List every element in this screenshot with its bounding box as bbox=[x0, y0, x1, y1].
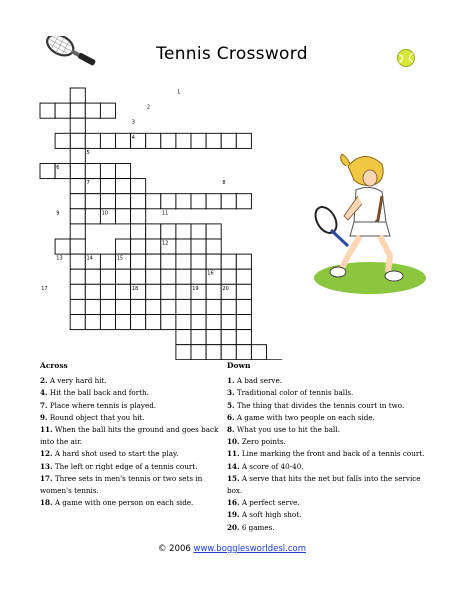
down-clue bbox=[227, 448, 427, 460]
grid-cell[interactable] bbox=[161, 133, 176, 148]
grid-cell[interactable] bbox=[191, 330, 206, 345]
across-clue bbox=[40, 448, 222, 460]
across-clue bbox=[40, 424, 222, 448]
down-clue bbox=[227, 387, 427, 399]
clue-number-label: 18 bbox=[131, 285, 139, 292]
grid-cell[interactable] bbox=[40, 164, 55, 179]
clue-number-label: 5 bbox=[86, 149, 90, 156]
grid-cell[interactable] bbox=[85, 133, 100, 148]
grid-cell[interactable] bbox=[131, 224, 146, 239]
across-clue bbox=[40, 400, 222, 412]
clue-number: 5. bbox=[227, 400, 235, 410]
grid-cell[interactable] bbox=[85, 194, 100, 209]
clue-number: 19. bbox=[227, 510, 240, 520]
grid-cell[interactable] bbox=[176, 133, 191, 148]
clue-number: 12. bbox=[40, 449, 53, 459]
grid-cell[interactable] bbox=[85, 315, 100, 330]
down-clue bbox=[227, 400, 427, 412]
grid-cell[interactable] bbox=[146, 299, 161, 314]
grid-cell[interactable] bbox=[206, 224, 221, 239]
grid-cell[interactable] bbox=[70, 299, 85, 314]
clue-text: A game with one person on each side. bbox=[54, 498, 194, 508]
grid-cell[interactable] bbox=[131, 299, 146, 314]
clue-text: When the ball hits the ground and goes back into the air. bbox=[40, 425, 219, 447]
grid-cell[interactable] bbox=[100, 254, 115, 269]
clue-number: 18. bbox=[40, 498, 53, 508]
grid-cell[interactable] bbox=[146, 269, 161, 284]
grid-cell[interactable] bbox=[161, 269, 176, 284]
grid-cell[interactable] bbox=[221, 194, 236, 209]
grid-cell[interactable] bbox=[116, 179, 131, 194]
clue-text: What you use to hit the ball. bbox=[236, 425, 340, 435]
grid-cell[interactable] bbox=[146, 239, 161, 254]
grid-cell[interactable] bbox=[221, 254, 236, 269]
grid-cell[interactable] bbox=[70, 269, 85, 284]
clue-number-label: 10 bbox=[101, 210, 108, 217]
down-clue bbox=[227, 436, 427, 448]
grid-cell[interactable] bbox=[191, 224, 206, 239]
clue-number: 8. bbox=[227, 425, 235, 435]
clue-text: A serve that hits the net but falls into the service box. bbox=[227, 473, 421, 496]
across-clue bbox=[40, 461, 222, 473]
grid-cell[interactable] bbox=[116, 164, 131, 179]
clue-number-label: 1 bbox=[177, 89, 181, 96]
grid-cell[interactable] bbox=[191, 254, 206, 269]
grid-cell[interactable] bbox=[116, 194, 131, 209]
down-clue bbox=[227, 461, 427, 473]
grid-cell[interactable] bbox=[206, 299, 221, 314]
clue-number: 2. bbox=[40, 376, 48, 386]
grid-cell[interactable] bbox=[100, 164, 115, 179]
clue-number: 17. bbox=[40, 473, 53, 483]
grid-cell[interactable] bbox=[70, 239, 85, 254]
grid-cell[interactable] bbox=[116, 239, 131, 254]
grid-cell[interactable] bbox=[161, 254, 176, 269]
down-clue bbox=[227, 375, 427, 387]
grid-cell[interactable] bbox=[100, 315, 115, 330]
clue-text: A soft high shot. bbox=[241, 510, 302, 520]
grid-cell[interactable] bbox=[70, 164, 85, 179]
grid-cell[interactable] bbox=[191, 194, 206, 209]
grid-cell[interactable] bbox=[206, 194, 221, 209]
clue-text: A bad serve. bbox=[236, 376, 283, 386]
clue-text: The left or right edge of a tennis court. bbox=[54, 461, 198, 471]
grid-cell[interactable] bbox=[70, 315, 85, 330]
clue-number-label: 11 bbox=[162, 210, 169, 217]
tennis-player-illustration bbox=[304, 150, 426, 302]
grid-cell[interactable] bbox=[100, 269, 115, 284]
grid-cell[interactable] bbox=[116, 315, 131, 330]
grid-cell[interactable] bbox=[206, 239, 221, 254]
grid-cell[interactable] bbox=[236, 133, 251, 148]
grid-cell[interactable] bbox=[236, 330, 251, 345]
clue-text: Place where tennis is played. bbox=[49, 400, 157, 410]
clue-text: Line marking the front and back of a tennis court. bbox=[241, 449, 425, 459]
copyright-text: © 2006 bbox=[157, 544, 191, 554]
clue-number: 7. bbox=[40, 400, 48, 410]
grid-cell[interactable] bbox=[70, 284, 85, 299]
clue-number: 11. bbox=[227, 449, 240, 459]
clue-number: 11. bbox=[40, 425, 53, 435]
clue-number: 16. bbox=[227, 498, 240, 508]
clue-number: 9. bbox=[40, 412, 48, 422]
grid-cell[interactable] bbox=[55, 239, 70, 254]
grid-cell[interactable] bbox=[85, 209, 100, 224]
grid-cell[interactable] bbox=[176, 284, 191, 299]
grid-cell[interactable] bbox=[176, 194, 191, 209]
grid-cell[interactable] bbox=[85, 284, 100, 299]
grid-cell[interactable] bbox=[161, 284, 176, 299]
across-clue bbox=[40, 473, 222, 497]
across-clue bbox=[40, 497, 222, 509]
across-heading: Across bbox=[40, 361, 68, 370]
page-title: Tennis Crossword bbox=[156, 44, 308, 64]
grid-cell[interactable] bbox=[176, 254, 191, 269]
grid-cell[interactable] bbox=[70, 254, 85, 269]
clue-text: A hard shot used to start the play. bbox=[54, 449, 179, 459]
grid-cell[interactable] bbox=[251, 345, 266, 360]
grid-cell[interactable] bbox=[131, 315, 146, 330]
down-clue bbox=[227, 509, 427, 521]
clue-text: A game with two people on each side. bbox=[236, 412, 375, 422]
clue-number-label: 9 bbox=[56, 210, 60, 217]
down-clue bbox=[227, 424, 427, 436]
grid-cell[interactable] bbox=[70, 194, 85, 209]
grid-cell[interactable] bbox=[176, 299, 191, 314]
clue-text: Three sets in men's tennis or two sets in women's tennis. bbox=[40, 473, 203, 496]
grid-cell[interactable] bbox=[146, 133, 161, 148]
grid-cell[interactable] bbox=[191, 133, 206, 148]
across-clues bbox=[40, 360, 222, 509]
grid-cell[interactable] bbox=[70, 88, 85, 103]
clue-number-label: 20 bbox=[222, 285, 229, 292]
clue-number: 13. bbox=[40, 461, 53, 471]
grid-cell[interactable] bbox=[221, 133, 236, 148]
down-clue bbox=[227, 497, 427, 509]
grid-cell[interactable] bbox=[100, 299, 115, 314]
clue-number-label: 6 bbox=[56, 165, 60, 171]
grid-cell[interactable] bbox=[191, 315, 206, 330]
across-clue bbox=[40, 387, 222, 399]
grid-cell[interactable] bbox=[100, 194, 115, 209]
grid-cell[interactable] bbox=[116, 269, 131, 284]
clue-number-label: 8 bbox=[222, 180, 226, 187]
grid-cell[interactable] bbox=[146, 315, 161, 330]
grid-cell[interactable] bbox=[85, 164, 100, 179]
grid-cell[interactable] bbox=[191, 345, 206, 360]
clue-text: 6 games. bbox=[241, 522, 275, 532]
grid-cell[interactable] bbox=[85, 299, 100, 314]
grid-cell[interactable] bbox=[116, 299, 131, 314]
grid-cell[interactable] bbox=[176, 239, 191, 254]
clue-text: A perfect serve. bbox=[241, 498, 300, 508]
clue-text: Round object that you hit. bbox=[49, 412, 145, 422]
clue-text: A score of 40-40. bbox=[241, 461, 304, 471]
footer bbox=[0, 544, 464, 554]
grid-cell[interactable] bbox=[70, 224, 85, 239]
grid-cell[interactable] bbox=[236, 299, 251, 314]
grid-cell[interactable] bbox=[206, 254, 221, 269]
clue-number-label: 16 bbox=[207, 270, 214, 277]
grid-cell[interactable] bbox=[236, 315, 251, 330]
clue-number-label: 13 bbox=[56, 255, 63, 262]
grid-cell[interactable] bbox=[236, 284, 251, 299]
down-clues bbox=[227, 360, 427, 534]
grid-cell[interactable] bbox=[131, 254, 146, 269]
grid-cell[interactable] bbox=[236, 345, 251, 360]
clue-text: Hit the ball back and forth. bbox=[49, 388, 149, 398]
grid-cell[interactable] bbox=[131, 269, 146, 284]
grid-cell[interactable] bbox=[55, 103, 70, 118]
grid-cell[interactable] bbox=[70, 133, 85, 148]
grid-cell[interactable] bbox=[116, 209, 131, 224]
grid-cell[interactable] bbox=[70, 148, 85, 163]
down-clue bbox=[227, 522, 427, 534]
grid-cell[interactable] bbox=[161, 224, 176, 239]
grid-cell[interactable] bbox=[206, 315, 221, 330]
clue-number-label: 3 bbox=[131, 119, 135, 126]
grid-cell[interactable] bbox=[161, 299, 176, 314]
grid-cell[interactable] bbox=[221, 299, 236, 314]
clue-number-label: 12 bbox=[162, 240, 169, 247]
clue-number: 3. bbox=[227, 388, 235, 398]
grid-cell[interactable] bbox=[55, 133, 70, 148]
clue-number-label: 4 bbox=[131, 134, 135, 141]
grid-cell[interactable] bbox=[40, 103, 55, 118]
grid-cell[interactable] bbox=[191, 239, 206, 254]
clue-number-label: 19 bbox=[192, 285, 199, 292]
grid-cell[interactable] bbox=[70, 103, 85, 118]
clue-number: 15. bbox=[227, 473, 240, 483]
clue-number-label: 7 bbox=[86, 180, 90, 187]
grid-cell[interactable] bbox=[206, 133, 221, 148]
grid-cell[interactable] bbox=[100, 179, 115, 194]
clue-number-label: 2 bbox=[146, 104, 151, 111]
grid-cell[interactable] bbox=[116, 133, 131, 148]
down-clue bbox=[227, 473, 427, 497]
grid-cell[interactable] bbox=[100, 284, 115, 299]
clue-number: 14. bbox=[227, 461, 240, 471]
clue-number-label: 17 bbox=[41, 285, 48, 292]
grid-cell[interactable] bbox=[176, 345, 191, 360]
clue-text: Zero points. bbox=[241, 437, 286, 447]
across-clue bbox=[40, 412, 222, 424]
grid-cell[interactable] bbox=[116, 284, 131, 299]
clue-number: 6. bbox=[227, 412, 235, 422]
grid-cell[interactable] bbox=[131, 194, 146, 209]
grid-cell[interactable] bbox=[70, 179, 85, 194]
grid-cell[interactable] bbox=[206, 284, 221, 299]
grid-cell[interactable] bbox=[221, 330, 236, 345]
grid-cell[interactable] bbox=[146, 284, 161, 299]
grid-cell[interactable] bbox=[176, 330, 191, 345]
down-clue bbox=[227, 412, 427, 424]
grid-cell[interactable] bbox=[70, 118, 85, 133]
grid-cell[interactable] bbox=[161, 194, 176, 209]
grid-cell[interactable] bbox=[161, 315, 176, 330]
clue-number-label: 14 bbox=[86, 255, 93, 262]
clue-number: 4. bbox=[40, 388, 48, 398]
grid-cell[interactable] bbox=[221, 315, 236, 330]
clue-number: 10. bbox=[227, 437, 240, 447]
grid-cell[interactable] bbox=[206, 345, 221, 360]
clue-text: Traditional color of tennis balls. bbox=[236, 388, 354, 398]
grid-cell[interactable] bbox=[191, 299, 206, 314]
grid-cell[interactable] bbox=[85, 269, 100, 284]
grid-cell[interactable] bbox=[191, 269, 206, 284]
grid-cell[interactable] bbox=[131, 239, 146, 254]
grid-cell[interactable] bbox=[146, 254, 161, 269]
grid-cell[interactable] bbox=[100, 103, 115, 118]
clue-text: A very hard hit. bbox=[49, 376, 107, 386]
grid-cell[interactable] bbox=[100, 133, 115, 148]
grid-cell[interactable] bbox=[131, 209, 146, 224]
website-link[interactable]: www.bogglesworldesl.com bbox=[193, 544, 306, 554]
grid-cell[interactable] bbox=[221, 345, 236, 360]
grid-cell[interactable] bbox=[206, 330, 221, 345]
grid-cell[interactable] bbox=[176, 269, 191, 284]
grid-cell[interactable] bbox=[236, 254, 251, 269]
across-clue bbox=[40, 375, 222, 387]
grid-cell[interactable] bbox=[146, 194, 161, 209]
grid-cell[interactable] bbox=[236, 269, 251, 284]
grid-cell[interactable] bbox=[131, 179, 146, 194]
grid-cell[interactable] bbox=[146, 224, 161, 239]
down-heading: Down bbox=[227, 361, 251, 370]
clue-number: 20. bbox=[227, 522, 240, 532]
grid-cell[interactable] bbox=[176, 315, 191, 330]
grid-cell[interactable] bbox=[221, 269, 236, 284]
grid-cell[interactable] bbox=[70, 209, 85, 224]
grid-cell[interactable] bbox=[85, 103, 100, 118]
grid-cell[interactable] bbox=[236, 194, 251, 209]
clue-number-label: 15 bbox=[116, 255, 124, 262]
clue-number: 1. bbox=[227, 376, 235, 386]
clue-text: The thing that divides the tennis court in two. bbox=[236, 400, 405, 410]
grid-cell[interactable] bbox=[176, 224, 191, 239]
